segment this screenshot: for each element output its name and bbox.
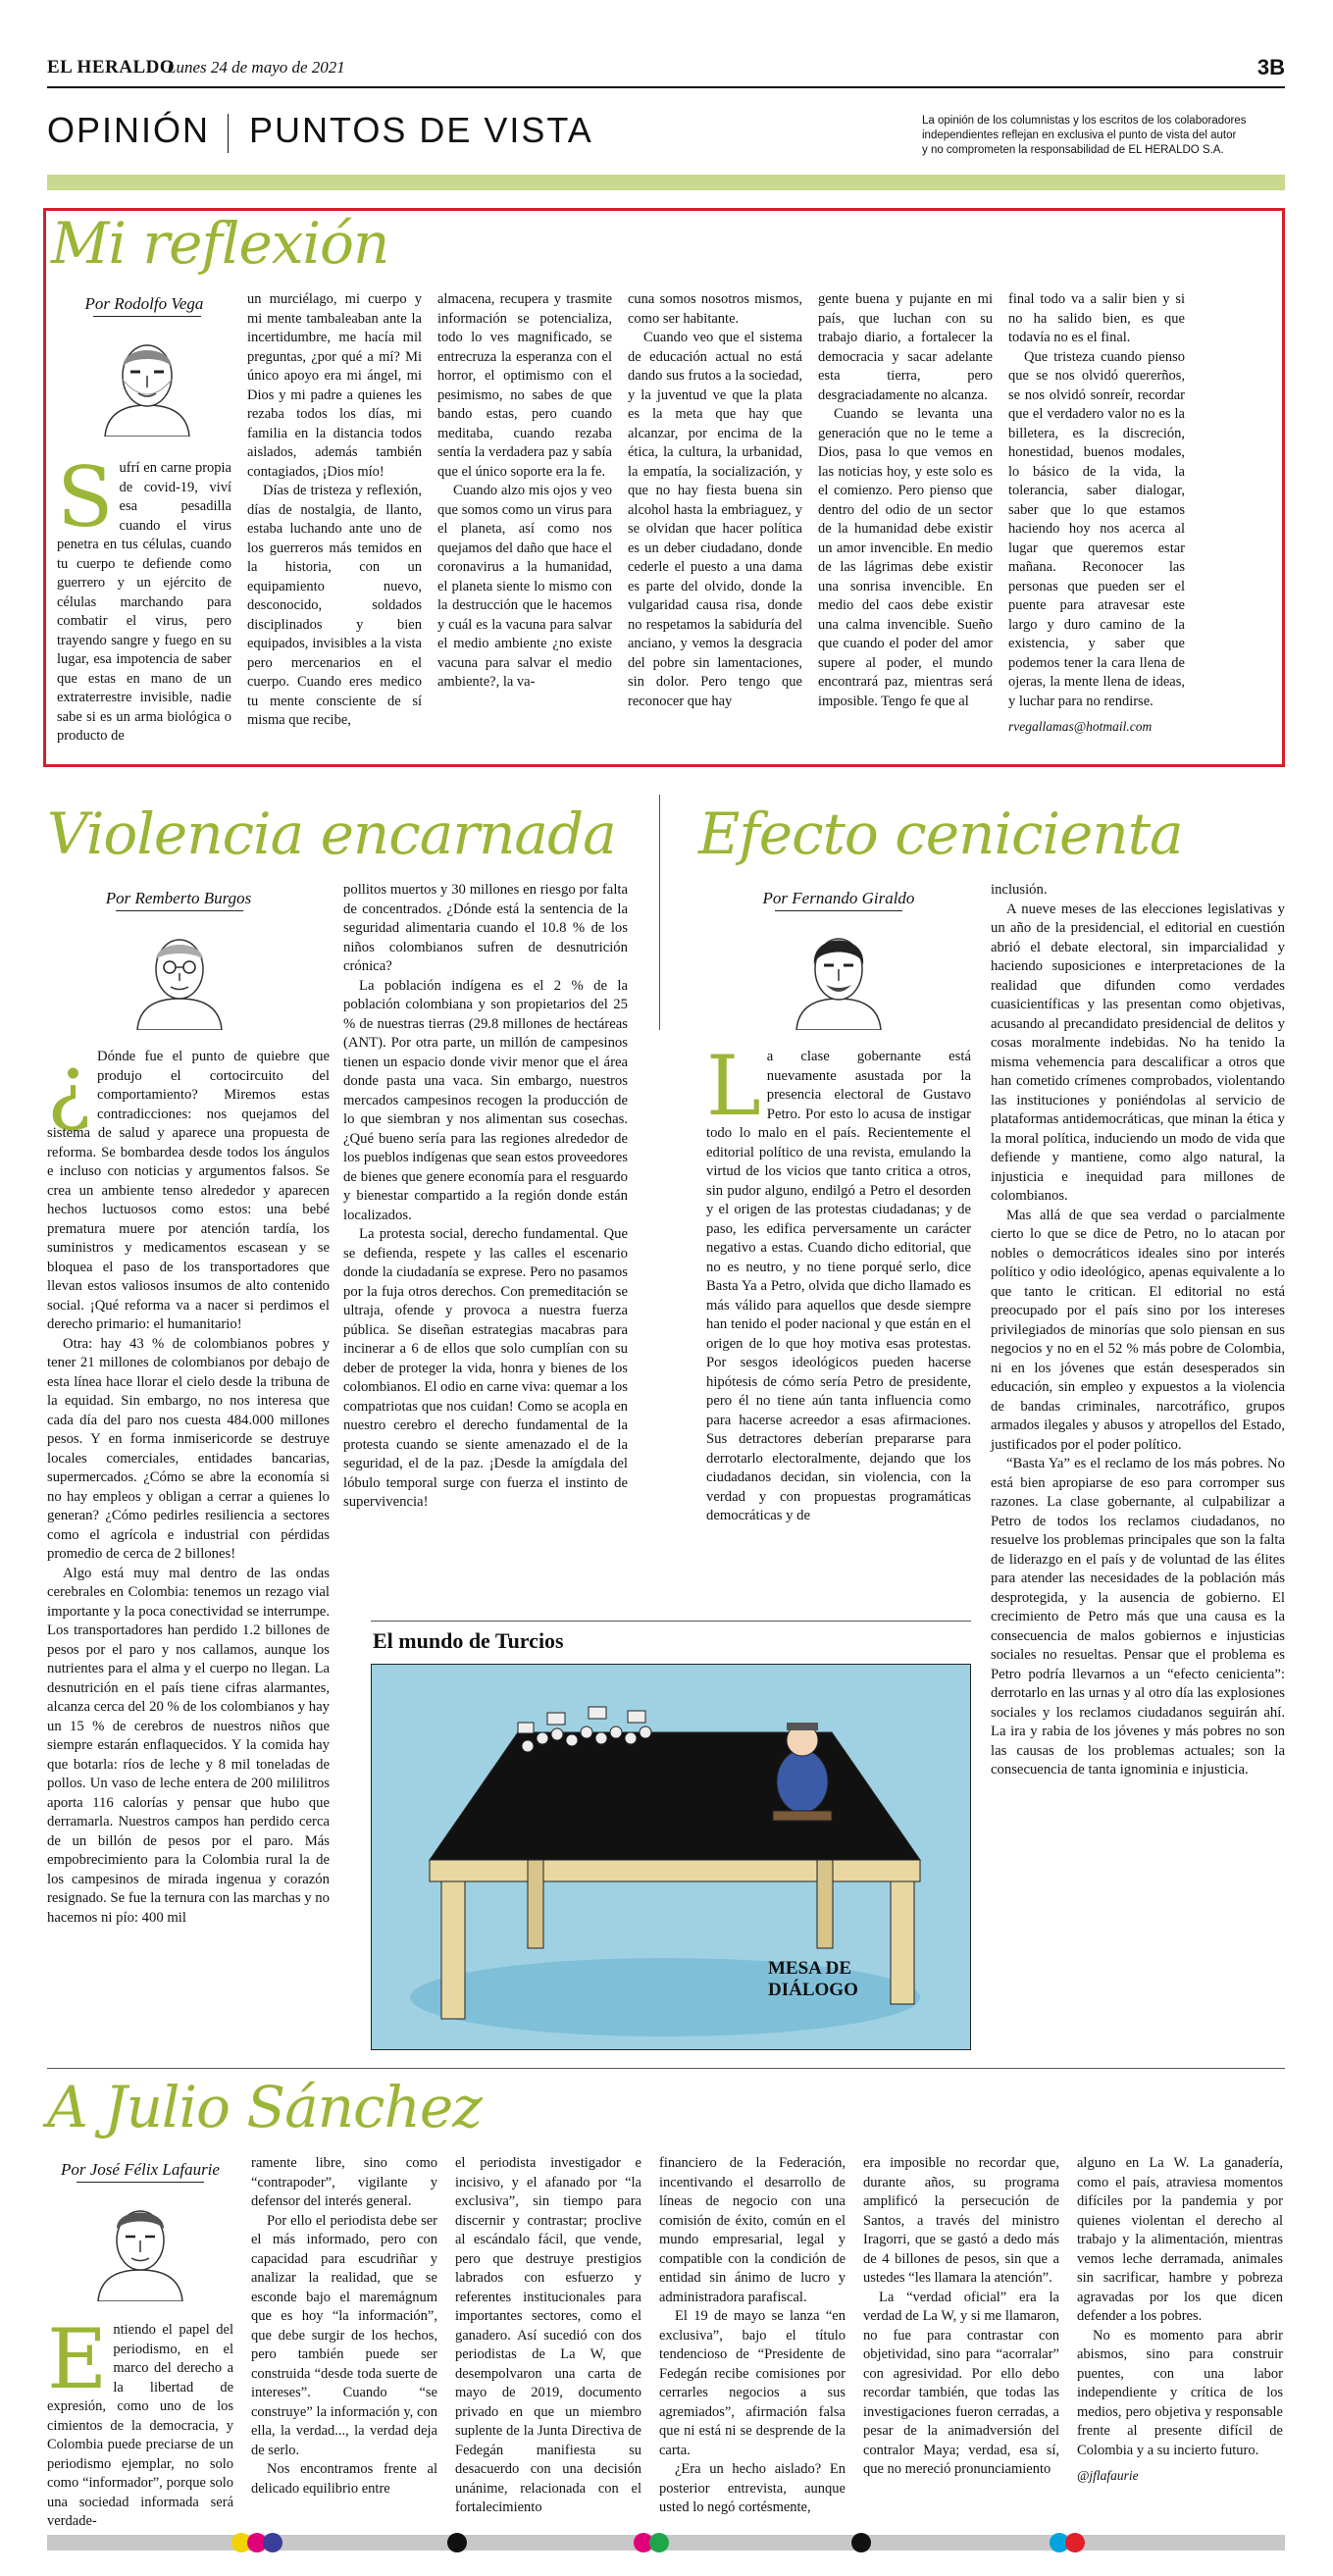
registration-dot xyxy=(1065,2533,1085,2552)
headline-violencia-encarnada: Violencia encarnada xyxy=(47,800,616,867)
paragraph: No es momento para abrir abismos, sino para construir puentes, con una labor independiente y crítica de los medios, pero objetiva y responsable frente al presente difícil de Colombia y a su incierto futuro. xyxy=(1077,2327,1283,2458)
cartoon-rule xyxy=(371,1621,971,1622)
author-signature: @jflafaurie xyxy=(1077,2468,1139,2483)
paragraph: Que tristeza cuando pienso que se nos olvidó quererños, se nos olvidó sonreír, recordar que el verdadero valor no es la billetera, es la discreción, honestidad, buenos modales, lo básico de la vida, la tolerancia, saber dialogar, saber que lo que estamos haciendo hoy nos acerca al lugar que queremos estar mañana. Reconocer las personas que pueden ser el puente para atravesar este largo y duro camino de la existencia, y saber que podemos tener la cara llena de ojeras, la mente llena de ideas, y luchar para no rendirse. xyxy=(1008,348,1185,709)
paragraph: pollitos muertos y 30 millones en riesgo por falta de concentrados. ¿Dónde está la sentencia de la seguridad alimentaria cuando el 10.8 % de los niños colombianos sufren de desnutrición crónica? xyxy=(343,882,628,974)
article-column xyxy=(247,290,422,731)
headline-a-julio-sanchez: A Julio Sánchez xyxy=(47,2074,482,2140)
accent-band xyxy=(47,175,1285,190)
article-column xyxy=(47,1038,330,1928)
paragraph: Días de tristeza y reflexión, días de nostalgia, de llanto, estaba luchando ante uno de los guerreros más temidos en la historia, con un equipamiento nuevo, desconocido, soldados disciplinados y bien equipados, invisibles a la vista pero mercenarios en el cuerpo. Cuando eres medico tu mente consciente de sí misma que recibe, xyxy=(247,483,422,728)
dropcap: L xyxy=(706,1038,761,1134)
page-number: 3B xyxy=(1256,55,1285,79)
paragraph: Otra: hay 43 % de colombianos pobres y tener 21 millones de colombianos por debajo de esta línea hace llorar el cielo desde la tribuna de la equidad. Sin embargo, no nos interesa que cada día del paro nos cuesta 484.000 millones pesos. Y en forma inmisericorde se destruye locales comerciales, entidades bancarias, supermercados. ¿Cómo se abre la economía si no hay empleos y obligan a cerrar a quienes lo generan? ¿Cómo pedirles resiliencia a sectores como el agrícola e industrial con pérdidas promedio de cerca de 2 billones! xyxy=(47,1335,330,1562)
disclaimer xyxy=(922,114,1285,158)
registration-dot xyxy=(447,2533,467,2552)
headline-mi-reflexion: Mi reflexión xyxy=(51,210,389,277)
article-column xyxy=(863,2154,1059,2480)
byline-jose-felix-lafaurie: Por José Félix Lafaurie xyxy=(61,2160,220,2179)
paragraph: La protesta social, derecho fundamental. Que se defienda, respete y las calles el escenario donde la ciudadanía se exprese. Pero no pasamos por la fuja otros derechos. Con premeditación se ultraja, ofende y provoca a nuestra fuerza pública. Se diseñan estrategias macabras para incinerar a 6 de ellos que solo cumplían con su deber de proteger la vida, honra y bienes de los colombianos. El odio en carne viva: quemar a los compatriotas que nos cuidan! Como se acopla en nuestro cerebro el derecho fundamental de la protesta cuando se siente amenazado el de la seguridad, el de la paz. ¡Desde la amígdala del lóbulo temporal surge con fuerza el instinto de supervivencia! xyxy=(343,1226,628,1510)
article-column xyxy=(251,2154,437,2499)
paragraph: Cuando alzo mis ojos y veo que somos como un virus para el planeta, así como nos quejamos del daño que hace el coronavirus a la humanidad, el planeta siente lo mismo con la destrucción que le hacemos y cuál es la vacuna para salvar el medio ambiente ¿no existe vacuna para salvar el medio ambiente?, la va- xyxy=(437,483,612,690)
paragraph: ¿Era un hecho aislado? En posterior entrevista, aunque usted lo negó cortésmente, xyxy=(659,2461,846,2515)
paragraph: Mas allá de que sea verdad o parcialmente cierto lo que se dice de Petro, no lo atacan por nobles o democráticos ideales sino por interés político y odio ideológico, apenas equivalente a lo que tanto le critican. El editorial no está preocupado por el país sino por los intereses privilegiados de minorías que solo piensan en sus negocios y no en el 52 % más pobre de Colombia, ni en los jóvenes que están desesperados sin educación, sin empleo y expuestos a la violencia de bandas criminales, narcotráfico, grupos armados ilegales y abusos y atropellos del Estado, justificados por el poder político. xyxy=(991,1207,1285,1453)
registration-dot xyxy=(649,2533,669,2552)
dropcap: S xyxy=(57,449,114,545)
article-column xyxy=(991,881,1285,1780)
paragraph: A nueve meses de las elecciones legislativas y un año de la presidencial, el editorial en cuestión abrió el debate electoral, sin imparcialidad y haciendo suposiciones e interpretaciones de la realidad que difunden como verdades cuasicientíficas y las presentan como objetivas, acusando al precandidato presidencial de delitos y cosas moralmente indebidas. No ha tenido la misma vehemencia para descalificar a otros que han cometido crímenes comprobados, violentando las instituciones y poniéndolas al servicio de plataformas antidemocráticas, que minan la ética y la moral política, induciendo un modo de vida que defiende y mantiene, como algo natural, la injusticia e inequidad para millones de colombianos. xyxy=(991,901,1285,1204)
paragraph: ramente libre, sino como “contrapoder”, vigilante y defensor del interés general. xyxy=(251,2155,437,2209)
issue-date: Lunes 24 de mayo de 2021 xyxy=(167,58,345,77)
article-column xyxy=(1077,2154,1283,2486)
subsection-title: PUNTOS DE VISTA xyxy=(249,110,593,150)
article-column xyxy=(47,2311,233,2532)
byline-rule xyxy=(116,910,243,911)
cartoon-caption: DIÁLOGO xyxy=(768,1980,858,2000)
section-header xyxy=(47,106,1285,165)
paragraph: “Basta Ya” es el reclamo de los más pobres. No está bien apropiarse de eso para corromper sus razones. La clase gobernante, al culpabilizar a Petro de todos los reclamos ciudadanos, no resuelve los problemas principales que son la falta de liderazgo en el país y de voluntad de las élites para atender las necesidades de la población más desprotegida, y la ausencia de gobierno. El crecimiento de Petro más que una causa es la consecuencia de malos gobiernos e injusticias sociales no resueltas. Pensar que el problema es Petro podría llevarnos a un “efecto cenicienta”: derrotarlo en las urnas y al otro día las explosiones sociales y los reclamos ciudadanos seguirán ahí. La ira y rabia de los jóvenes y más pobres no son las causas de los problemas actuales; son la consecuencia de tanta ignominia e injusticia. xyxy=(991,1456,1285,1777)
paragraph: Dónde fue el punto de quiebre que produjo el cortocircuito del comportamiento? Miremos estas contradicciones: nos quejamos del sistema de salud y aparece una propuesta de reforma. Se bombardea desde todos los ángulos e incluso con noticias y argumentos falsos. Se crea un ambiente tenso alrededor y aparecen hechos luctuosos como estos: una bebé prematura muere por atención tardía, los suministros y medicamentos escasean y se bloquea el paso de los transportadores que llevan estos valiosos insumos de alto contenido social. ¡Qué reforma va a nacer si perdimos el derecho primario: el humanitario! xyxy=(47,1049,330,1332)
article-column xyxy=(659,2154,846,2518)
registration-dot xyxy=(851,2533,871,2552)
paragraph: Cuando veo que el sistema de educación actual no está dando sus frutos a la sociedad, y la juventud ve que la plata es la meta que hay que alcanzar, por encima de la ética, la cultura, la urbanidad, la empatía, la socialización, y que no hay fiesta buena sin alcohol hasta la embriaguez, y se olvidan que hacer política es un deber ciudadano, donde cederle el puesto a una dama es parte del olvido, donde la vulgaridad causa risa, donde no respetamos la sabiduría del anciano, y vemos la desgracia del pobre sin lamentaciones, sin dolor. Pero tengo que reconocer que hay xyxy=(628,330,802,709)
author-portrait-remberto-burgos xyxy=(126,922,233,1030)
paragraph: ufrí en carne propia de covid-19, viví esa pesadilla cuando el virus penetra en tus células, cuando tu cuerpo te defiende como guerrero y un ejército de células marchando para combatir el virus, pero trayendo sangre y fuego en su lugar, esa impotencia de saber que estas en mano de un extraterrestre invisible, nadie sabe si es un arma biológica o producto de xyxy=(57,460,231,744)
masthead-rule xyxy=(47,86,1285,88)
section-divider xyxy=(228,114,229,153)
byline-remberto-burgos: Por Remberto Burgos xyxy=(105,889,252,907)
paragraph: gente buena y pujante en mi país, que luchan con su trabajo diario, a fortalecer la democracia y sacar adelante esta tierra, pero desgraciadamente no alcanza. xyxy=(818,291,993,403)
article-column xyxy=(818,290,993,711)
column-divider xyxy=(659,795,660,1030)
cartoon-caption: MESA DE xyxy=(768,1958,851,1979)
section-rule xyxy=(47,2068,1285,2069)
paragraph: era imposible no recordar que, durante años, su programa amplificó la persecución de Santos, a través del ministro Iragorri, que se gastó a dedo más de 4 billones de pesos, sin que a ustedes “les llamara la atención”. xyxy=(863,2155,1059,2286)
byline-rule xyxy=(77,2182,204,2183)
masthead xyxy=(47,51,1285,80)
disclaimer-line: La opinión de los columnistas y los escritos de los colaboradores xyxy=(922,115,1247,127)
paragraph: a clase gobernante está nuevamente asustada por la presencia electoral de Gustavo Petro. Por esto lo acusa de instigar todo lo malo en el país. Recientemente el editorial político de una revista, emulando la virtud de los vicios que tanto critica a otros, sin pudor alguno, endilgó a Petro el desorden y el origen de las protestas ciudadanas; y de paso, les edifica perversamente un carácter negativo a estas. Cuando dicho editorial, que no es neutro, y no tiene porqué serlo, dice Basta Ya a Petro, olvida que dicho llamado es más válido para aquellos que desde siempre han tenido el poder nacional y que están en el origen de lo que hoy motiva esas protestas. Por sesgos ideológicos pueden hacerse hipótesis de cómo sería Petro de presidente, pero él no tiene aún tanta influencia como para hacerse acreedor a esas afirmaciones. Sus detractores deberían prepararse para derrotarlo electoralmente, dejando que los ciudadanos decidan, sin violencia, con la verdad y con propuestas programáticas democráticas y de xyxy=(706,1049,971,1523)
disclaimer-line: y no comprometen la responsabilidad de EL HERALDO S.A. xyxy=(922,144,1224,156)
paragraph: Por ello el periodista debe ser el más informado, pero con capacidad para escudriñar y analizar la realidad, que se esconde bajo el maremágnum que es hoy “la información”, que debe surgir de los hechos, pero también puede ser construida “desde toda suerte de intereses”. Cuando “se construye” la información y, con ella, la verdad..., la verdad deja de serlo. xyxy=(251,2212,437,2458)
paragraph: un murciélago, mi cuerpo y mi mente tambaleaban ante la incertidumbre, me hacía mil preguntas, ¿por qué a mí? Mi único apoyo era mi ángel, mi Dios y mi padre a quienes les rezaba todos los días, mi familia en la distancia todos aislados, además también contagiados, ¡Dios mío! xyxy=(247,291,422,480)
paragraph: La población indígena es el 2 % de la población colombiana y son propietarios del 25 % de nuestras tierras (29.8 millones de hectáreas (ANT). Por otra parte, un millón de campesinos tienen un espacio donde vivir menor que el área donde pasta una vaca. Sin embargo, nuestros mercados campesinos recogen la producción de lo que siembran y nos alimentan sus cosechas. ¿Qué bueno sería para las regiones alrededor de los pueblos indígenas que sean estos proveedores de bienes que genere economía para el resguardo y bienestar compartido a la región donde están localizados. xyxy=(343,977,628,1223)
paragraph: almacena, recupera y trasmite información se potencializa, todo lo ves magnificado, se entrecruza la esperanza con el horror, el optimismo con el pesimismo, no sabes de que bando estas, pero cuando meditaba, cuando rezaba sentía la verdadera paz y sabía que el único soporte era la fe. xyxy=(437,291,612,480)
paragraph: Cuando se levanta una generación que no le teme a Dios, pasa lo que vemos en las noticias hoy, y este solo es el comienzo. Pero pienso que dentro del odio de un sector de la humanidad debe existir un amor invencible. En medio de las lágrimas debe existir una sonrisa invencible. En medio del caos debe existir una calma invencible. Sueño que cuando el poder del amor supere al poder, el mundo encontrará paz, mientras será imposible. Tengo fe que al xyxy=(818,406,993,709)
paragraph: alguno en La W. La ganadería, como el país, atraviesa momentos difíciles por la pandemia y por quienes violentan el derecho al trabajo y la alimentación, mientras vemos leche derramada, animales sin sacrificar, hambre y pobreza agravadas por los que dicen defender a los pobres. xyxy=(1077,2155,1283,2324)
article-column xyxy=(706,1038,971,1526)
paragraph: ntiendo el papel del periodismo, en el marco del derecho a la libertad de expresión, como uno de los cimientos de la democracia, y Colombia puede preciarse de un periodismo ejemplar, no solo como “informador”, porque solo una sociedad informada será verdade- xyxy=(47,2322,233,2529)
article-column xyxy=(343,881,628,1513)
section-title: OPINIÓN xyxy=(47,110,211,150)
dropcap: ¿ xyxy=(47,1038,92,1134)
registration-dot xyxy=(263,2533,282,2552)
paper-name: EL HERALDO xyxy=(47,57,176,77)
paragraph: el periodista investigador e incisivo, y el afanado por “la exclusiva”, sin tiempo para discernir y contrastar; proclive al escándalo fácil, que vende, pero que destruye prestigios labrados con esfuerzo y referentes institucionales para importantes sectores, como el ganadero. Así sucedió con dos periodistas de La W, que desempolvaron una carta de mayo de 2019, documento privado en que un miembro suplente de la Junta Directiva de Fedegán manifiesta su desacuerdo con una decisión unánime, relacionada con el fortalecimiento xyxy=(455,2155,641,2515)
paragraph: final todo va a salir bien y si no ha salido bien, es que todavía no es el final. xyxy=(1008,291,1185,345)
author-portrait-jose-felix-lafaurie xyxy=(86,2193,194,2301)
article-column xyxy=(628,290,802,711)
paragraph: La “verdad oficial” era la verdad de La W, y si me llamaron, no fue para contrastar con objetividad, sino para “acorralar” con agresividad. Por ello debo recordar también, que todas las investigaciones fueron cerradas, a pesar de la animadversión del contralor Maya; verdad, esa sí, que no mereció pronunciamiento xyxy=(863,2289,1059,2477)
byline-rule xyxy=(93,316,201,317)
paragraph: cuna somos nosotros mismos, como ser habitante. xyxy=(628,291,802,327)
byline-fernando-giraldo: Por Fernando Giraldo xyxy=(762,889,915,907)
paragraph: Nos encontramos frente al delicado equilibrio entre xyxy=(251,2461,437,2497)
article-column xyxy=(57,449,231,747)
paragraph: financiero de la Federación, incentivando el desarrollo de líneas de negocio con una comisión de éxito, común en el mundo empresarial, legal y compatible con la condición de entidad sin ánimo de lucro y administradora parafiscal. xyxy=(659,2155,846,2305)
author-portrait-fernando-giraldo xyxy=(785,922,893,1030)
author-portrait-rodolfo-vega xyxy=(93,329,201,437)
paragraph: inclusión. xyxy=(991,882,1048,898)
cartoon-mesa-de-dialogo xyxy=(371,1664,971,2050)
article-column xyxy=(1008,290,1185,737)
cartoon-heading: El mundo de Turcios xyxy=(373,1628,564,1653)
byline-rule xyxy=(775,910,902,911)
article-column xyxy=(455,2154,641,2518)
byline-rodolfo-vega: Por Rodolfo Vega xyxy=(84,294,204,313)
paragraph: El 19 de mayo se lanza “en exclusiva”, bajo el título tendencioso de “Presidente de Fedegán recibe comisiones por cerrarles negocios a sus agremiados”, afirmación falsa que ni está ni se desprende de la carta. xyxy=(659,2308,846,2458)
dropcap: E xyxy=(47,2311,108,2407)
headline-efecto-cenicienta: Efecto cenicienta xyxy=(698,800,1183,867)
author-email: rvegallamas@hotmail.com xyxy=(1008,719,1153,734)
paragraph: Algo está muy mal dentro de las ondas cerebrales en Colombia: tenemos un rezago vial importante y la poca conectividad se interrumpe. Los transportadores han perdido 1.2 billones de pesos por el paro y nos callamos, aunque los nutrientes para el alma y el cuerpo no llegan. La desnutrición en el país tiene cifras alarmantes, alcanza cerca del 20 % de los colombianos y hay un 15 % de cerebros de nuestros niños que siempre estarán enflaquecidos. Y la comida hay que botarla: ríos de leche y 8 mil toneladas de pollos. Un vaso de leche entera de 200 mililitros aporta 116 calorías y pensar que hubo que derramarla. Nuestros campos han perdido cerca de un billón de pesos por el paro. Más empobrecimiento para la Colombia rural la de los campesinos de mirada ingenua y corazón resignado. Se fue la ternura con las marchas y no hacemos ni pío: 400 mil xyxy=(47,1565,330,1926)
disclaimer-line: independientes reflejan en exclusiva el punto de vista del autor xyxy=(922,129,1237,141)
article-column xyxy=(437,290,612,693)
